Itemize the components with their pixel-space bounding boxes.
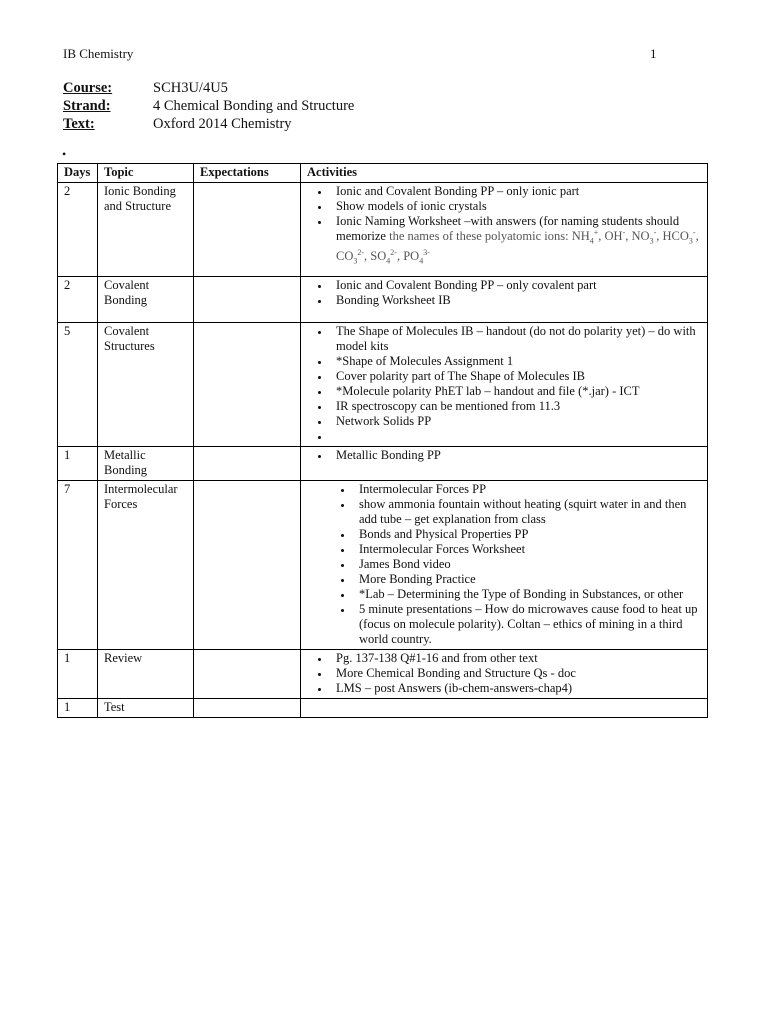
activity-item: • show ammonia fountain without heating (squirt water in and then add tube – get explanation from class: [353, 497, 702, 527]
days-cell: 2: [58, 183, 98, 277]
table-row: [58, 481, 708, 650]
activities-cell: [301, 699, 708, 718]
header-topic: Topic: [98, 164, 194, 183]
topic-cell: Covalent Bonding: [98, 277, 194, 323]
expectations-cell: [194, 323, 301, 447]
table-header-row: [58, 164, 708, 183]
header-days: Days: [58, 164, 98, 183]
days-cell: 5: [58, 323, 98, 447]
days-cell: 1: [58, 650, 98, 699]
activity-item: • *Shape of Molecules Assignment 1: [330, 354, 702, 369]
text-label: Text:: [63, 116, 95, 132]
expectations-cell: [194, 277, 301, 323]
activity-item: • More Chemical Bonding and Structure Qs - doc: [330, 666, 702, 681]
activity-item: • 5 minute presentations – How do microwaves cause food to heat up (focus on molecule polarity). Coltan – ethics of mining in a third world country.: [353, 602, 702, 647]
text-value: Oxford 2014 Chemistry: [153, 116, 292, 132]
table-row: [58, 277, 708, 323]
activity-item: • James Bond video: [353, 557, 702, 572]
expectations-cell: [194, 481, 301, 650]
activity-item: • *Lab – Determining the Type of Bonding in Substances, or other: [353, 587, 702, 602]
activity-item: • Show models of ionic crystals: [330, 199, 702, 214]
activity-item: • Pg. 137-138 Q#1-16 and from other text: [330, 651, 702, 666]
activities-cell: [301, 447, 708, 481]
activities-cell: [301, 650, 708, 699]
text-row: [63, 115, 354, 133]
header-activities: Activities: [301, 164, 708, 183]
days-cell: 7: [58, 481, 98, 650]
header-expectations: Expectations: [194, 164, 301, 183]
stray-bullet: •: [62, 147, 67, 161]
activity-item: • Bonding Worksheet IB: [330, 293, 702, 308]
activity-item: • Ionic and Covalent Bonding PP – only covalent part: [330, 278, 702, 293]
days-cell: 1: [58, 447, 98, 481]
activity-item: • *Molecule polarity PhET lab – handout and file (*.jar) - ICT: [330, 384, 702, 399]
table-row: [58, 447, 708, 481]
course-info: [63, 79, 354, 133]
activities-cell: [301, 277, 708, 323]
activities-cell: [301, 323, 708, 447]
activity-item: • Metallic Bonding PP: [330, 448, 702, 463]
activity-item: • More Bonding Practice: [353, 572, 702, 587]
activity-item: • Ionic and Covalent Bonding PP – only ionic part: [330, 184, 702, 199]
table-row: [58, 183, 708, 277]
activity-item: • The Shape of Molecules IB – handout (do not do polarity yet) – do with model kits: [330, 324, 702, 354]
page-number: 1: [650, 46, 657, 61]
days-cell: 2: [58, 277, 98, 323]
activity-item: • Cover polarity part of The Shape of Molecules IB: [330, 369, 702, 384]
course-label: Course:: [63, 80, 113, 96]
activity-item-ions: • Ionic Naming Worksheet –with answers (for naming students should memorize the names of these polyatomic ions: $NH_4^+$, OH-, $NO_3^-$, $HCO_3^-$, $CO_3^{2-}$, $SO_4^{2-}$, $PO_4^{3-}$: [330, 214, 702, 268]
schedule-table: [57, 163, 708, 718]
activities-cell: [301, 481, 708, 650]
activity-item: • Intermolecular Forces PP: [353, 482, 702, 497]
expectations-cell: [194, 650, 301, 699]
activity-item-empty: [330, 429, 702, 444]
header-title: IB Chemistry: [63, 46, 134, 61]
course-row: [63, 79, 354, 97]
topic-cell: Intermolecular Forces: [98, 481, 194, 650]
activity-item: • Intermolecular Forces Worksheet: [353, 542, 702, 557]
strand-value: 4 Chemical Bonding and Structure: [153, 98, 355, 114]
activity-item: • IR spectroscopy can be mentioned from 11.3: [330, 399, 702, 414]
strand-row: [63, 97, 354, 115]
days-cell: 1: [58, 699, 98, 718]
topic-cell: Test: [98, 699, 194, 718]
topic-cell: Covalent Structures: [98, 323, 194, 447]
strand-label: Strand:: [63, 98, 111, 114]
activities-cell: [301, 183, 708, 277]
topic-cell: Review: [98, 650, 194, 699]
topic-cell: Ionic Bonding and Structure: [98, 183, 194, 277]
activity-item: • LMS – post Answers (ib-chem-answers-chap4): [330, 681, 702, 696]
topic-cell: Metallic Bonding: [98, 447, 194, 481]
table-row: [58, 323, 708, 447]
activity-item: • Network Solids PP: [330, 414, 702, 429]
table-row: [58, 699, 708, 718]
table-row: [58, 650, 708, 699]
expectations-cell: [194, 699, 301, 718]
expectations-cell: [194, 183, 301, 277]
course-value: SCH3U/4U5: [153, 80, 228, 96]
activity-item: • Bonds and Physical Properties PP: [353, 527, 702, 542]
expectations-cell: [194, 447, 301, 481]
